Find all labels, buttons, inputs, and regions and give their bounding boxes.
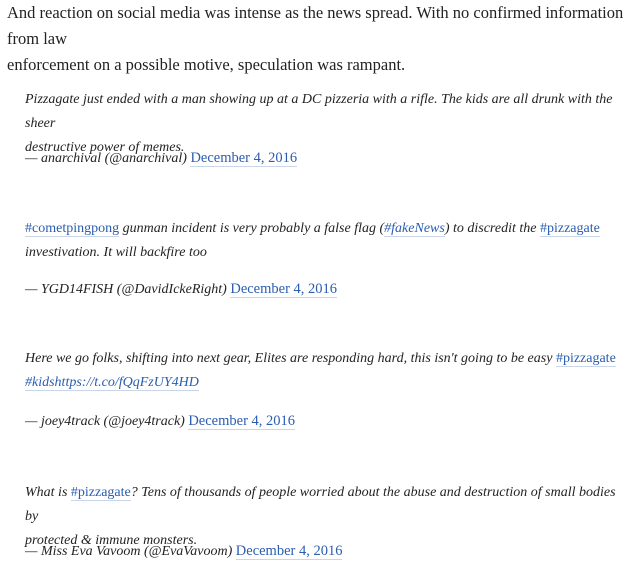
tweet-author: — anarchival (@anarchival)	[25, 151, 187, 166]
tweet-text: #cometpingpong gunman incident is very probably a false flag (#fakeNews) to discredit the #pizzagate investivation. It will backfire too	[25, 221, 600, 260]
tweet-text: What is #pizzagate? Tens of thousands of people worried about the abuse and destruction of small bodies by protected & immune monsters.	[25, 485, 616, 548]
tweet-byline	[25, 409, 295, 434]
embedded-tweet-2	[25, 217, 625, 297]
tweet-author: — Miss Eva Vavoom (@EvaVavoom)	[25, 544, 233, 559]
embedded-tweet-3	[25, 347, 625, 429]
embedded-tweet-1	[25, 88, 625, 166]
hashtag-link[interactable]: #pizzagate	[539, 221, 600, 236]
tweet-byline	[25, 146, 297, 171]
hashtag-link[interactable]: #pizzagate	[555, 351, 616, 366]
embedded-tweet-4	[25, 481, 625, 559]
hashtag-link[interactable]: #pizzagate	[70, 485, 131, 500]
tweet-text: Here we go folks, shifting into next gear, Elites are responding hard, this isn't going to be easy #pizzagate #kidshttps://t.co/fQqFzUY4HD	[25, 351, 616, 390]
tweet-date-link[interactable]: December 4, 2016	[188, 413, 296, 429]
hashtag-link[interactable]: #cometpingpong	[25, 221, 120, 236]
tweet-text: Pizzagate just ended with a man showing up at a DC pizzeria with a rifle. The kids are all drunk with the sheer destructive power of memes.	[25, 92, 613, 155]
tweet-author: — YGD14FISH (@DavidIckeRight)	[25, 282, 227, 297]
tweet-date-link[interactable]: December 4, 2016	[235, 543, 343, 559]
tweet-date-link[interactable]: December 4, 2016	[190, 150, 298, 166]
hashtag-link[interactable]: #fakeNews	[384, 221, 445, 236]
tweet-date-link[interactable]: December 4, 2016	[230, 281, 338, 297]
intro-line-2: enforcement on a possible motive, speculation was rampant.	[7, 55, 406, 74]
tweet-byline	[25, 539, 342, 564]
url-link[interactable]: #kidshttps://t.co/fQqFzUY4HD	[25, 375, 199, 390]
intro-line-1: And reaction on social media was intense as the news spread. With no confirmed information from law	[7, 3, 624, 48]
tweet-author: — joey4track (@joey4track)	[25, 414, 185, 429]
intro-paragraph	[7, 0, 632, 78]
tweet-byline	[25, 277, 337, 302]
